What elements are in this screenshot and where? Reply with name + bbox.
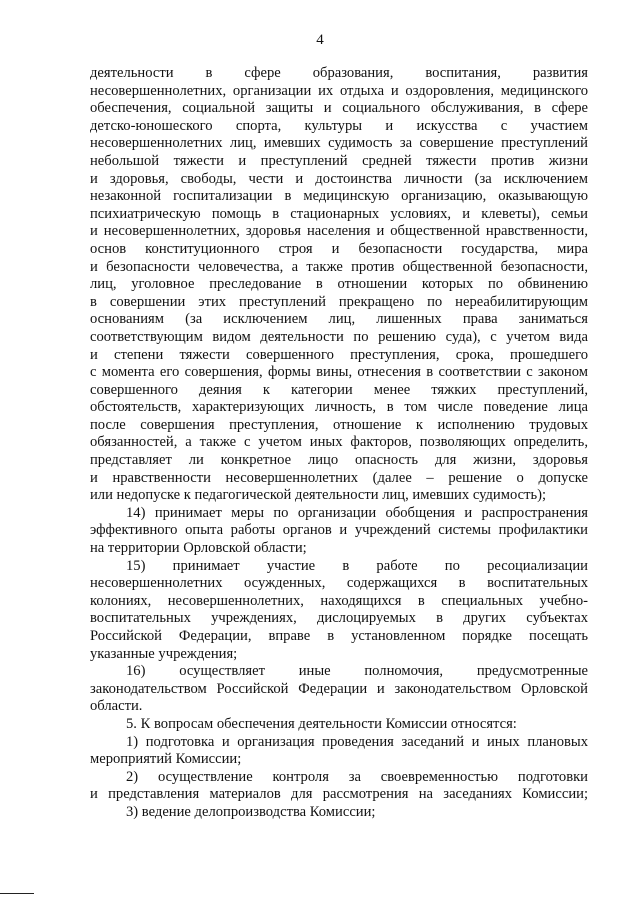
- text-line: на территории Орловской области;: [90, 540, 307, 557]
- text-line: указанные учреждения;: [90, 645, 238, 662]
- text-line: несовершеннолетних лиц, имевших судимость за совершение преступлений: [90, 135, 588, 152]
- text-line: воспитательных учреждениях, дислоцируемых в других субъектах: [90, 610, 588, 627]
- list-item-2: 2) осуществление контроля за своевременностью подготовки: [126, 768, 588, 785]
- list-item-3: 3) ведение делопроизводства Комиссии;: [126, 803, 376, 820]
- page-number: 4: [316, 32, 324, 48]
- text-line: детско-юношеского спорта, культуры и искусства с участием: [90, 117, 588, 134]
- list-item-14: 14) принимает меры по организации обобщения и распространения: [126, 504, 588, 521]
- text-line: эффективного опыта работы органов и учреждений системы профилактики: [90, 522, 588, 539]
- text-line: обстоятельств, характеризующих личность, в том числе поведение лица: [90, 399, 588, 416]
- list-item-1: 1) подготовка и организация проведения заседаний и иных плановых: [126, 733, 588, 750]
- text-line: и представления материалов для рассмотрения на заседаниях Комиссии;: [90, 786, 588, 803]
- text-line: и безопасности человечества, а также против общественной безопасности,: [90, 258, 588, 275]
- text-line: деятельности в сфере образования, воспитания, развития: [90, 65, 588, 81]
- document-body: [90, 65, 588, 822]
- text-line: совершенного деяния к категории менее тяжких преступлений,: [90, 381, 588, 398]
- text-line: незаконной госпитализации в медицинскую организацию, оказывающую: [90, 188, 588, 205]
- text-line: в совершении этих преступлений прекращено по нереабилитирующим: [90, 293, 588, 310]
- text-line: после совершения преступления, отношение к исполнению трудовых: [90, 416, 588, 433]
- text-line: несовершеннолетних, организации их отдыха и оздоровления, медицинского: [90, 82, 588, 99]
- text-line: несовершеннолетних осужденных, содержащихся в воспитательных: [90, 575, 588, 592]
- text-line: обязанностей, а также с учетом иных факторов, позволяющих определить,: [90, 434, 588, 451]
- text-line: или недопуске к педагогической деятельности лиц, имевших судимость);: [90, 487, 547, 504]
- text-line: соответствующим видом деятельности по решению суда), с учетом вида: [90, 328, 588, 345]
- text-line: основ конституционного строя и безопасности государства, мира: [90, 240, 588, 257]
- text-line: области.: [90, 698, 143, 715]
- text-line: мероприятий Комиссии;: [90, 751, 242, 768]
- text-line: и несовершеннолетних, здоровья населения и общественной нравственности,: [90, 223, 588, 240]
- text-line: лиц, уголовное преследование в отношении которых по обвинению: [90, 276, 588, 293]
- text-line: представляет ли конкретное лицо опасность для жизни, здоровья: [90, 452, 588, 469]
- text-line: обеспечения, социальной защиты и социального обслуживания, в сфере: [90, 100, 588, 117]
- text-line: и степени тяжести совершенного преступления, срока, прошедшего: [90, 346, 588, 363]
- text-line: Российской Федерации, вправе в установленном порядке посещать: [90, 628, 588, 644]
- text-line: с момента его совершения, формы вины, отнесения в соответствии с законом: [90, 364, 588, 381]
- list-item-16: 16) осуществляет иные полномочия, предусмотренные: [126, 663, 588, 680]
- text-line: и здоровья, свободы, чести и достоинства личности (за исключением: [90, 170, 588, 187]
- text-line: небольшой тяжести и преступлений средней тяжести против жизни: [90, 152, 588, 169]
- text-line: психиатрическую помощь в стационарных условиях, и клеветы), семьи: [90, 205, 588, 222]
- text-line: основаниям (за исключением лиц, лишенных права заниматься: [90, 311, 588, 328]
- corner-mark: [0, 893, 34, 894]
- section-5-heading: 5. К вопросам обеспечения деятельности Комиссии относятся:: [126, 715, 517, 732]
- text-line: и нравственности несовершеннолетних (далее – решение о допуске: [90, 469, 588, 486]
- text-line: колониях, несовершеннолетних, находящихся в специальных учебно-: [90, 592, 588, 609]
- text-line: законодательством Российской Федерации и законодательством Орловской: [90, 680, 588, 697]
- list-item-15: 15) принимает участие в работе по ресоциализации: [126, 557, 588, 574]
